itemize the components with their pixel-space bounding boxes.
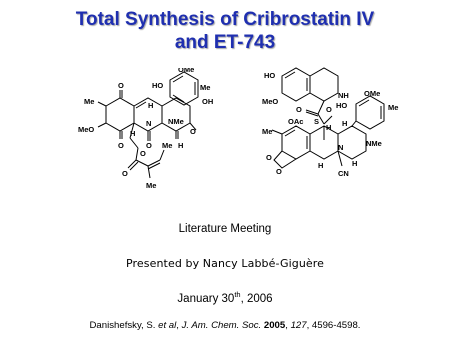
et-nh-label: NH bbox=[338, 91, 349, 100]
et-n-label: N bbox=[338, 143, 344, 152]
presenter: Presented by Nancy Labbé-Giguère bbox=[125, 257, 325, 270]
cribrostatin-iv-structure bbox=[74, 68, 214, 208]
title-line-2: and ET-743 bbox=[174, 32, 276, 53]
citation-sep1: , bbox=[176, 320, 182, 331]
et-h2-label: H bbox=[342, 119, 348, 128]
crib-o-bottom-label: O bbox=[118, 141, 124, 150]
citation-journal: J. Am. Chem. Soc. bbox=[181, 320, 262, 331]
crib-me-left-label: Me bbox=[84, 97, 95, 106]
crib-o-carbonyl-label: O bbox=[122, 169, 128, 178]
title-line-1: Total Synthesis of Cribrostatin IV bbox=[75, 9, 375, 30]
et-h1-label: H bbox=[326, 123, 332, 132]
crib-h-right-label: H bbox=[178, 141, 184, 150]
et-cn-label: CN bbox=[338, 169, 349, 178]
crib-n-label: N bbox=[146, 119, 152, 128]
crib-ome-top-label: OMe bbox=[178, 68, 195, 74]
date-month-day: January 30 bbox=[177, 292, 235, 305]
crib-o-ester-label: O bbox=[140, 149, 146, 158]
et-ho-label: HO bbox=[264, 71, 276, 80]
crib-meo-label: MeO bbox=[78, 125, 95, 134]
et-o-diox1-label: O bbox=[266, 153, 272, 162]
et-743-structure bbox=[252, 64, 412, 184]
crib-o-top-label: O bbox=[118, 81, 124, 90]
citation-authors: Danishefsky, S. bbox=[89, 320, 159, 331]
crib-o-right-label: O bbox=[190, 127, 196, 136]
crib-me-chain-label: Me bbox=[146, 181, 157, 190]
et-s-label: S bbox=[314, 117, 320, 126]
subtitle: Literature Meeting bbox=[178, 223, 272, 235]
crib-oh-label: OH bbox=[202, 97, 214, 106]
et-h4-label: H bbox=[352, 159, 358, 168]
et-o-diox2-label: O bbox=[276, 167, 282, 176]
citation-volume: 127 bbox=[290, 320, 307, 331]
date-suffix: th bbox=[234, 290, 241, 299]
et-meo-label: MeO bbox=[262, 97, 279, 106]
et-ho2-label: HO bbox=[336, 101, 348, 110]
et-h3-label: H bbox=[318, 161, 324, 170]
et-o-ring-label: O bbox=[326, 105, 332, 114]
citation bbox=[0, 320, 450, 331]
slide-title bbox=[0, 8, 450, 54]
et-o-lactone-label: O bbox=[296, 105, 302, 114]
et-me-left-label: Me bbox=[262, 127, 273, 136]
crib-h-left-label: H bbox=[148, 101, 154, 110]
crib-me-vinyl-label: Me bbox=[162, 141, 173, 150]
citation-etal: et al bbox=[158, 320, 177, 331]
citation-sep3: , bbox=[285, 320, 291, 331]
date bbox=[0, 290, 450, 305]
citation-year: 2005 bbox=[263, 320, 286, 331]
crib-nme-label: NMe bbox=[168, 117, 184, 126]
crib-h-mid-label: H bbox=[130, 129, 136, 138]
et-oac-label: OAc bbox=[288, 117, 304, 126]
citation-pages: , 4596-4598. bbox=[306, 320, 361, 331]
et-nme-label: NMe bbox=[366, 139, 382, 148]
crib-ho-label: HO bbox=[152, 81, 164, 90]
date-year: , 2006 bbox=[240, 292, 273, 305]
et-ome-label: OMe bbox=[364, 89, 381, 98]
crib-o-mid-label: O bbox=[146, 141, 152, 150]
et-me-far-label: Me bbox=[388, 103, 399, 112]
crib-me-right-label: Me bbox=[200, 83, 211, 92]
